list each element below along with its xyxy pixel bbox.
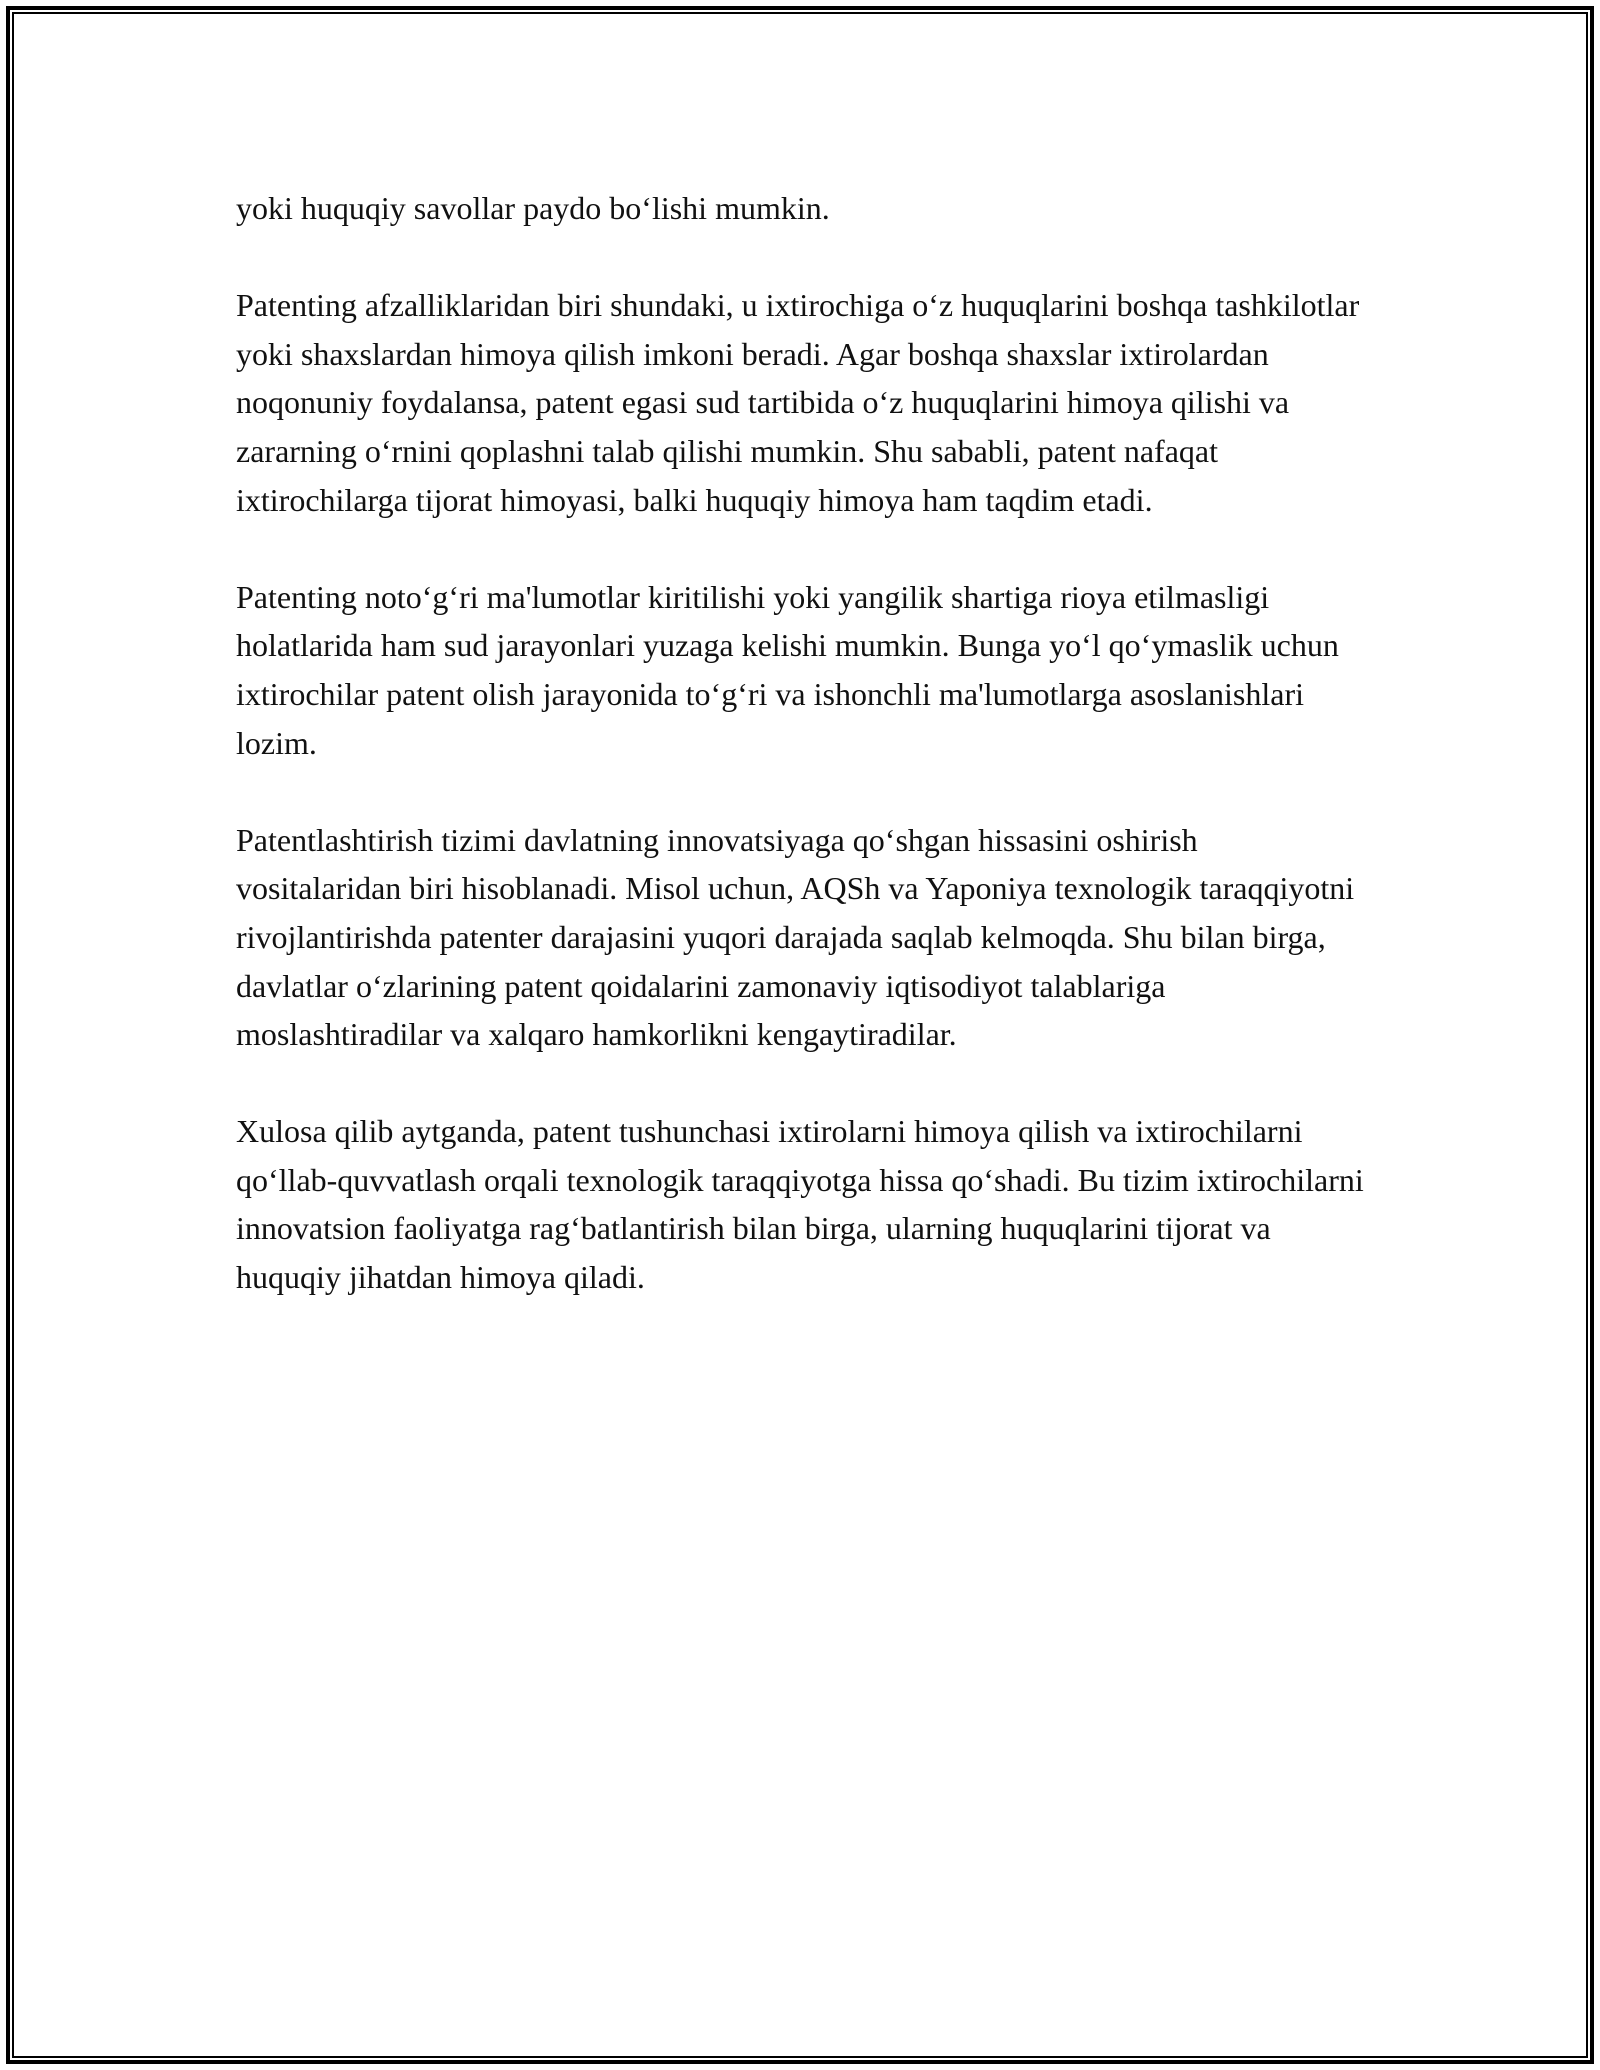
paragraph-5: Xulosa qilib aytganda, patent tushunchasi ixtirolarni himoya qilish va ixtirochilarni qo‘llab-quvvatlash orqali texnologik taraqqiyotga hissa qo‘shadi. Bu tizim ixtirochilarni innovatsion faoliyatga rag‘batlantirish bilan birga, ularning huquqlarini tijorat va huquqiy jihatdan himoya qiladi.: [236, 1113, 1364, 1296]
paragraph-1: yoki huquqiy savollar paydo bo‘lishi mumkin.: [236, 190, 830, 226]
paragraph-4: Patentlashtirish tizimi davlatning innovatsiyaga qo‘shgan hissasini oshirish vositalaridan biri hisoblanadi. Misol uchun, AQSh va Yaponiya texnologik taraqqiyotni rivojlantirishda patenter darajasini yuqori darajada saqlab kelmoqda. Shu bilan birga, davlatlar o‘zlarining patent qoidalarini zamonaviy iqtisodiyot talablariga moslashtiradilar va xalqaro hamkorlikni kengaytiradilar.: [236, 821, 1355, 1053]
paragraph-2: Patenting afzalliklaridan biri shundaki, u ixtirochiga o‘z huquqlarini boshqa tashkilotlar yoki shaxslardan himoya qilish imkoni beradi. Agar boshqa shaxslar ixtirolardan noqonuniy foydalansa, patent egasi sud tartibida o‘z huquqlarini himoya qilishi va zararning o‘rnini qoplashni talab qilishi mumkin. Shu sababli, patent nafaqat ixtirochilarga tijorat himoyasi, balki huquqiy himoya ham taqdim etadi.: [236, 287, 1360, 518]
paragraph-3: Patenting noto‘g‘ri ma'lumotlar kiritilishi yoki yangilik shartiga rioya etilmasligi holatlarida ham sud jarayonlari yuzaga kelishi mumkin. Bunga yo‘l qo‘ymaslik uchun ixtirochilar patent olish jarayonida to‘g‘ri va ishonchli ma'lumotlarga asoslanishlari lozim.: [236, 578, 1339, 761]
document-body: [236, 184, 1366, 1350]
